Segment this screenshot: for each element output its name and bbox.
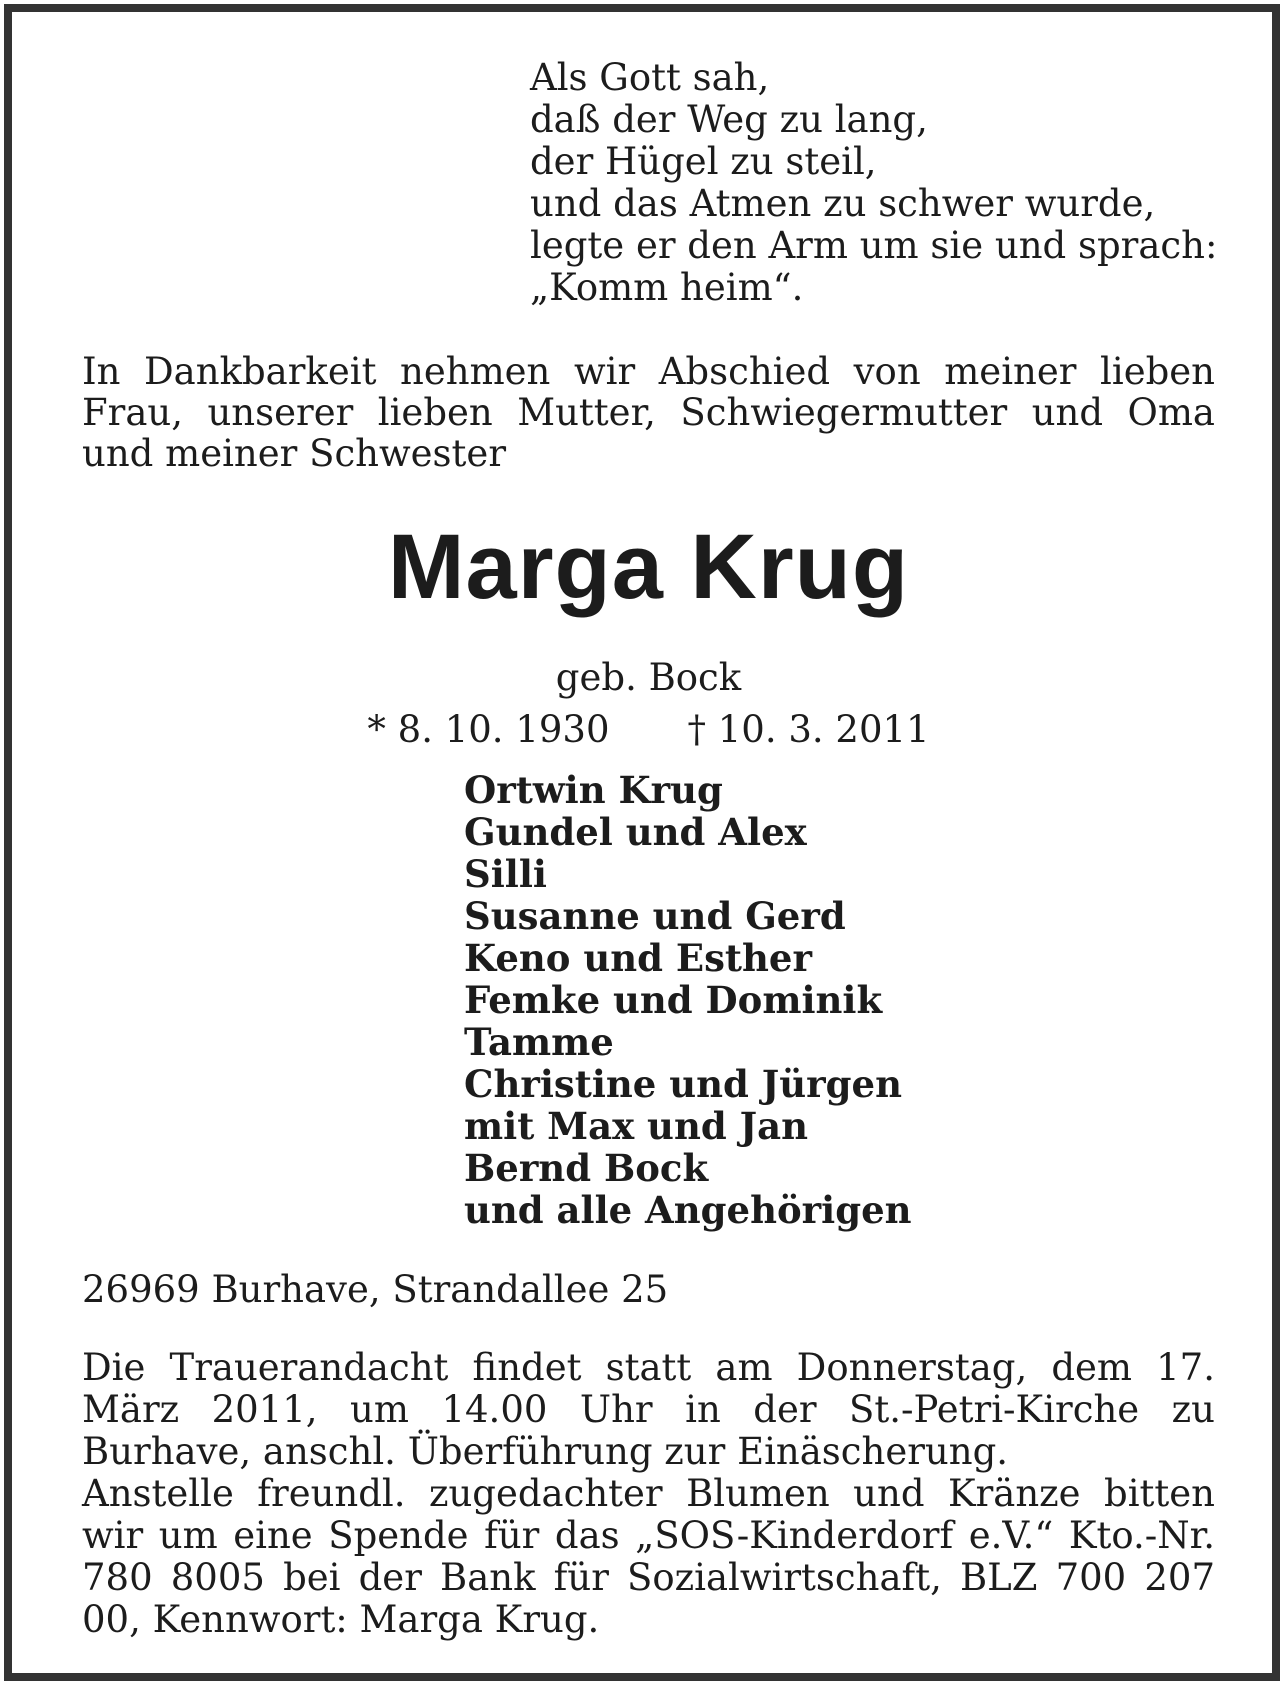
mourner-line: Keno und Esther [464, 936, 812, 980]
poem-line: „Komm heim“. [530, 266, 804, 309]
mourner-line: Tamme [464, 1020, 614, 1064]
mourner-line: Ortwin Krug [464, 768, 723, 812]
service-info [82, 1347, 1215, 1641]
poem-line: Als Gott sah, [530, 56, 770, 99]
mourner-line: und alle Angehörigen [464, 1188, 912, 1232]
mourner-line: Susanne und Gerd [464, 894, 846, 938]
ceremony-text: Die Trauerandacht findet statt am Donnerstag, dem 17. März 2011, um 14.00 Uhr in der St.-Petri-Kirche zu Burhave, anschl. Überführung zur Einäscherung. [82, 1346, 1215, 1473]
poem-line: und das Atmen zu schwer wurde, [530, 182, 1156, 225]
notice-frame [4, 4, 1280, 1681]
poem [530, 57, 1217, 309]
death-date: † 10. 3. 2011 [687, 708, 930, 751]
intro-text: In Dankbarkeit nehmen wir Abschied von meiner lieben Frau, unserer lieben Mutter, Schwiegermutter und Oma und meiner Schwester [82, 350, 1215, 475]
deceased-name: Marga Krug [387, 516, 910, 618]
birth-date: * 8. 10. 1930 [367, 708, 610, 751]
mourner-line: Bernd Bock [464, 1146, 709, 1190]
poem-line: legte er den Arm um sie und sprach: [530, 224, 1218, 267]
mourner-line: Femke und Dominik [464, 978, 883, 1022]
mourners-list [464, 769, 912, 1231]
born-name: geb. Bock [555, 656, 742, 699]
mourner-line: Christine und Jürgen [464, 1062, 902, 1106]
address: 26969 Burhave, Strandallee 25 [82, 1268, 669, 1311]
mourner-line: Silli [464, 852, 547, 896]
mourner-line: mit Max und Jan [464, 1104, 808, 1148]
poem-line: daß der Weg zu lang, [530, 98, 928, 141]
mourner-line: Gundel und Alex [464, 810, 807, 854]
life-dates [82, 709, 1215, 751]
donation-text: Anstelle freundl. zugedachter Blumen und Kränze bitten wir um eine Spende für das „SOS-Kinderdorf e.V.“ Kto.-Nr. 780 8005 bei der Bank für Sozialwirtschaft, BLZ 700 207 00, Kennwort: Marga Krug. [82, 1472, 1215, 1641]
poem-line: der Hügel zu steil, [530, 140, 877, 183]
